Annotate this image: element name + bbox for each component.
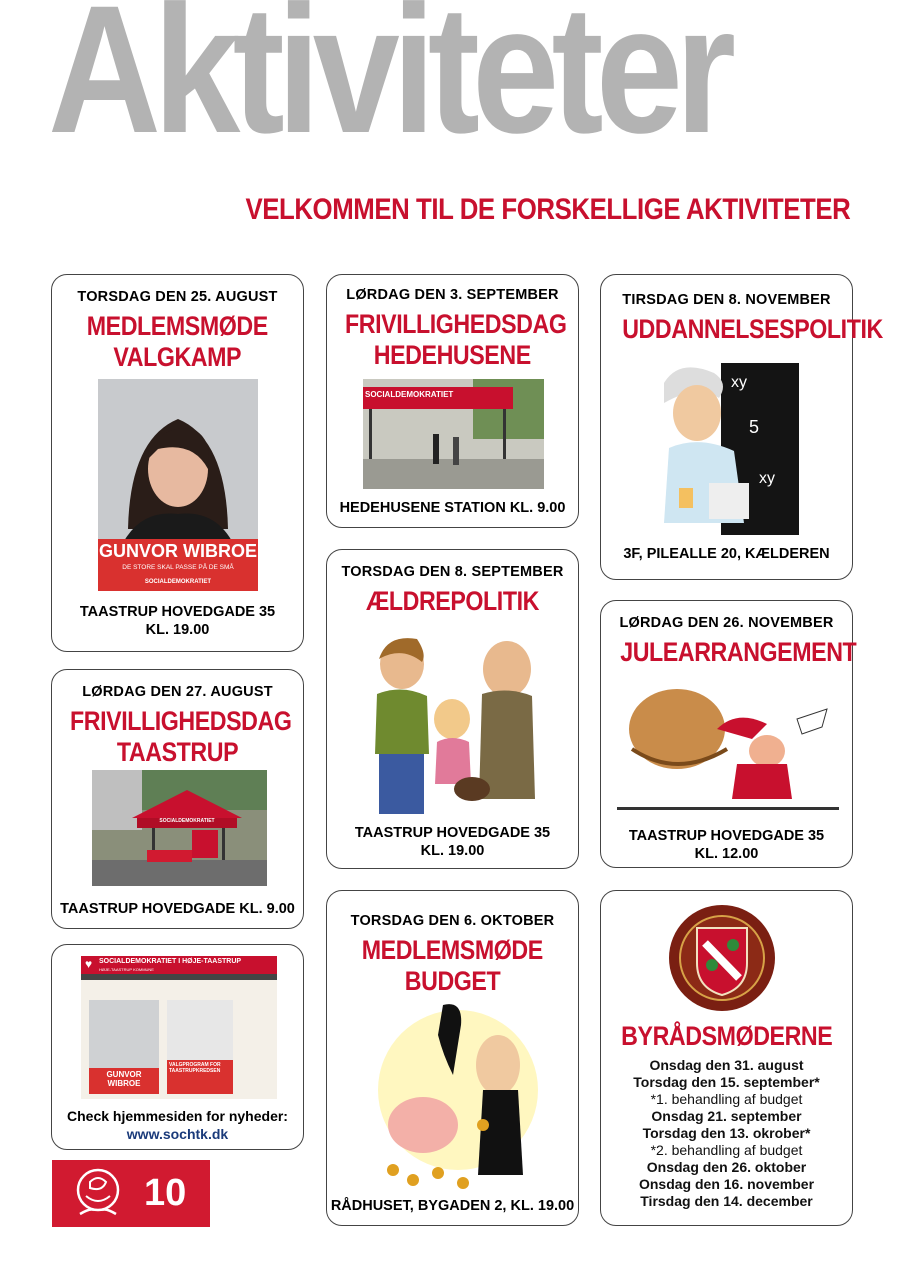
street-tent-photo: [92, 770, 267, 886]
heart-icon: ♥: [85, 957, 93, 971]
budget-cartoon: [353, 995, 553, 1191]
masthead-title: Aktiviteter: [48, 0, 729, 171]
meeting-schedule: [601, 1057, 852, 1210]
event-date: TIRSDAG DEN 8. NOVEMBER: [622, 292, 831, 308]
candidate-poster: [98, 379, 258, 591]
website-nav: [81, 974, 277, 980]
meeting-date: Torsdag den 13. okrober*: [642, 1125, 811, 1141]
poster-tagline: DE STORE SKAL PASSE PÅ DE SMÅ: [122, 564, 234, 571]
event-venue: RÅDHUSET, BYGADEN 2, KL. 19.00: [330, 1198, 575, 1214]
event-title: FRIVILLIGHEDSDAG TAASTRUP: [70, 706, 292, 767]
page-number-badge: [52, 1160, 210, 1227]
poster-name: GUNVOR WIBROE: [98, 541, 257, 561]
page-number: 10: [144, 1172, 187, 1214]
tent-label: SOCIALDEMOKRATIET: [159, 818, 215, 824]
event-title: JULEARRANGEMENT: [620, 637, 857, 667]
meeting-date: Onsdag den 16. november: [638, 1176, 815, 1192]
meeting-date: Onsdag 21. september: [651, 1108, 802, 1124]
event-card-valgkamp: [51, 274, 304, 652]
poster-party: SOCIALDEMOKRATIET: [144, 579, 212, 585]
website-subheading: HØJE-TAASTRUP KOMMUNE: [99, 967, 154, 972]
welcome-heading: VELKOMMEN TIL DE FORSKELLIGE AKTIVITETER: [245, 193, 850, 226]
svg-text:5: 5: [749, 417, 760, 437]
christmas-elf-cartoon: [617, 679, 839, 817]
website-header: [81, 956, 277, 974]
check-website-text: Check hjemmesiden for nyheder:: [67, 1108, 288, 1124]
website-screenshot: [81, 956, 277, 1099]
meeting-date: Onsdag den 26. oktober: [646, 1159, 807, 1175]
svg-text:xy: xy: [731, 374, 747, 391]
website-poster-1: [89, 1000, 159, 1094]
website-heading: SOCIALDEMOKRATIET I HØJE-TAASTRUP: [99, 958, 242, 965]
website-poster-2: [167, 1000, 233, 1094]
event-title: FRIVILLIGHEDSDAG HEDEHUSENE: [345, 309, 567, 370]
meeting-date: Torsdag den 15. september*: [633, 1074, 820, 1090]
event-date: TORSDAG DEN 8. SEPTEMBER: [341, 564, 564, 580]
event-card-aeldrepolitik: [326, 549, 579, 869]
tent-label: SOCIALDEMOKRATIET: [365, 390, 454, 399]
event-title: MEDLEMSMØDE VALGKAMP: [86, 311, 269, 372]
event-card-frivillighedsdag-taastrup: [51, 669, 304, 929]
family-cartoon: [357, 624, 552, 824]
event-card-budget: [326, 890, 579, 1226]
event-date: LØRDAG DEN 27. AUGUST: [82, 684, 273, 700]
rose-icon: [60, 1160, 140, 1227]
event-venue: TAASTRUP HOVEDGADE 35 KL. 12.00: [628, 828, 825, 862]
website-card: [51, 944, 304, 1150]
website-link[interactable]: www.sochtk.dk: [126, 1126, 229, 1142]
poster-2-title: VALGPROGRAM FOR TAASTRUPKREDSEN: [169, 1062, 221, 1074]
event-venue: 3F, PILEALLE 20, KÆLDEREN: [623, 546, 830, 562]
event-venue: TAASTRUP HOVEDGADE 35 KL. 19.00: [354, 825, 551, 859]
event-title: UDDANNELSESPOLITIK: [622, 314, 883, 344]
event-title: ÆLDREPOLITIK: [366, 586, 539, 616]
municipal-seal-image: [667, 903, 777, 1013]
svg-text:xy: xy: [759, 470, 775, 487]
event-date: TORSDAG DEN 25. AUGUST: [77, 289, 278, 305]
event-venue: TAASTRUP HOVEDGADE 35 KL. 19.00: [79, 604, 276, 638]
event-card-julearrangement: [600, 600, 857, 868]
event-venue: TAASTRUP HOVEDGADE KL. 9.00: [60, 901, 295, 917]
station-tent-photo: [363, 379, 544, 489]
event-date: TORSDAG DEN 6. OKTOBER: [350, 913, 555, 929]
event-venue: HEDEHUSENE STATION KL. 9.00: [339, 500, 566, 516]
event-card-uddannelsespolitik: [600, 274, 883, 580]
event-card-frivillighedsdag-hedehusene: [326, 274, 579, 528]
section-title: BYRÅDSMØDERNE: [620, 1021, 833, 1051]
event-title: MEDLEMSMØDE BUDGET: [361, 935, 544, 996]
professor-cartoon: [659, 363, 799, 535]
meeting-date: Onsdag den 31. august: [649, 1057, 804, 1073]
meeting-date: Tirsdag den 14. december: [640, 1193, 813, 1209]
meeting-note: *2. behandling af budget: [650, 1142, 803, 1158]
poster-1-name: GUNVOR WIBROE: [106, 1070, 142, 1088]
event-date: LØRDAG DEN 26. NOVEMBER: [619, 615, 834, 631]
meeting-note: *1. behandling af budget: [650, 1091, 803, 1107]
byraadsmoeder-card: [600, 890, 853, 1226]
event-date: LØRDAG DEN 3. SEPTEMBER: [346, 287, 559, 303]
